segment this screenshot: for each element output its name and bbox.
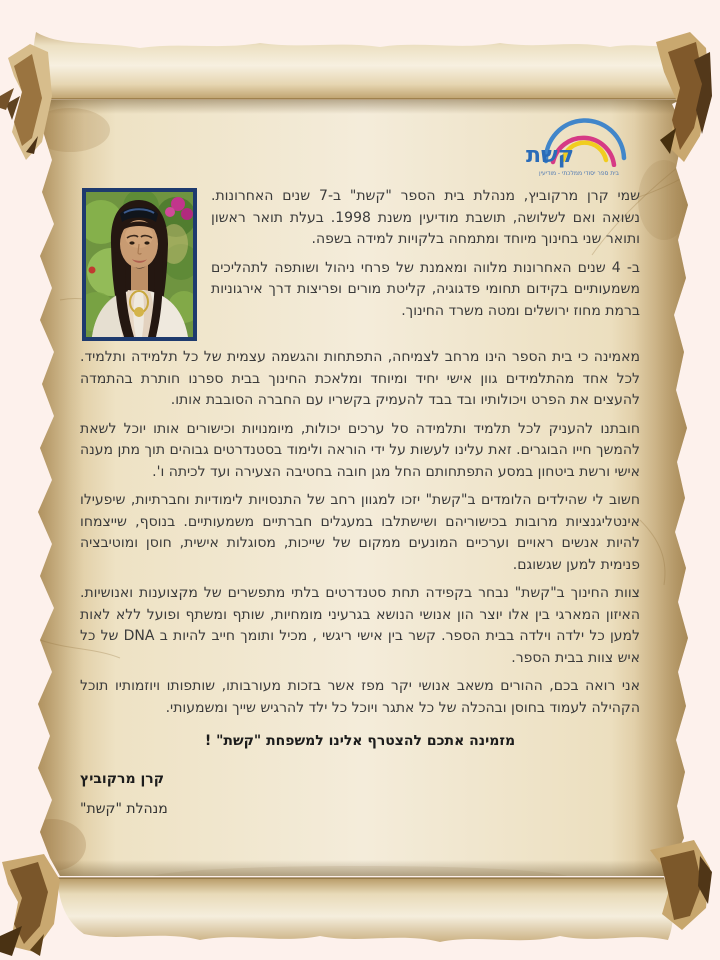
portrait-image <box>86 192 193 337</box>
logo-school-name: קשת <box>526 143 574 168</box>
letter-paragraph-7: אני רואה בכם, ההורים משאב אנושי יקר מפז אשר בזכות מעורבותו, שותפותו ויוזמותיו תוכל הקהילה לעמוד בחוסן ובהכלה של כל אתגר ויוכל כל ילד להרגיש שייך ומשמעותי. <box>80 678 640 716</box>
signature-name: קרן מרקוביץ <box>80 770 165 787</box>
letter-paragraph-4: חובתנו להעניק לכל תלמיד ותלמידה סל ערכים יכולות, מיומנויות וכישורים אותו יוכל לשאת להמשך חייו הבוגרים. זאת עלינו לעשות על ידי הוראה ולימוד בסטנדרטים גבוהים תוך מתן מענה אישי ורשת ביטחון במסע התפתחותם החל מגן חובה בחטיבה הצעירה ועד לכיתה ו'. <box>80 420 640 480</box>
school-logo <box>524 111 634 177</box>
letter-body <box>80 186 640 828</box>
logo-tagline: בית ספר יסודי ממלכתי - מודיעין <box>538 170 620 177</box>
letter-paragraph-6: צוות החינוך ב"קשת" נבחר בקפידה תחת סטנדרטים בלתי מתפשרים של מקצוענות ואנושיות. האיזון המארגי בין אלו יוצר הון אנושי הנושא בגרעיני מומחיות, שותף ומשתף ופועל ללא לאות למען כל ילדה וילדה בבית הספר. קשר בין אישי ריגשי , מכיל ותומך חייב להיות ב DNA של כל איש צוות בבית הספר. <box>80 585 640 666</box>
letter-paragraph-5: חשוב לי שהילדים הלומדים ב"קשת" יזכו למגוון רחב של התנסויות לימודיות וחברתיות, שיפעילו אינטליגנציות מרובות בכישוריהם ושישתלבו במעגלים חברתיים משמעותיים. בנוסף, שייצמחו להיות אנשים ראויים וערכיים המונעים ממקום של שייכות, מסוגלות אישית, חוסן ומוטיבציה פנימית למען שגשוגם. <box>80 492 640 573</box>
principal-photo <box>82 188 197 341</box>
signature-title: מנהלת "קשת" <box>80 801 168 817</box>
closing-invitation: מזמינה אתכם להצטרף אלינו למשפחת "קשת" ! <box>204 733 516 749</box>
letter-paragraph-2: ב- 4 שנים האחרונות מלווה ומאמנת של פרחי ניהול ושותפה לתהליכים משמעותיים בקידום תחומי פדגוגיה, קליטת מורים ופריצות דרך אירגוניות ברמת מחוז ירושלים ומטה משרד החינוך. <box>211 259 640 319</box>
letter-paragraph-1: שמי קרן מרקוביץ, מנהלת בית הספר "קשת" ב-7 שנים האחרונות. נשואה ואם לשלושה, תושבת מודיעין משנת 1998. בעלת תואר ראשון ותואר שני בחינוך מיוחד ומתמחה בלקויות למידה בשפה. <box>211 188 640 247</box>
letter-paragraph-3: מאמינה כי בית הספר הינו מרחב לצמיחה, התפתחות והגשמה עצמית של כל תלמידה ותלמיד. לכל אחד מהתלמידים גוון אישי יחיד ומיוחד ומלאכת החינוך בבית ספרנו חותרת בהתמדה להעצים את הפרט ויכולותיו ובד בבד להעמיק בקשריו עם החברה הסובבת אותו. <box>80 349 640 408</box>
